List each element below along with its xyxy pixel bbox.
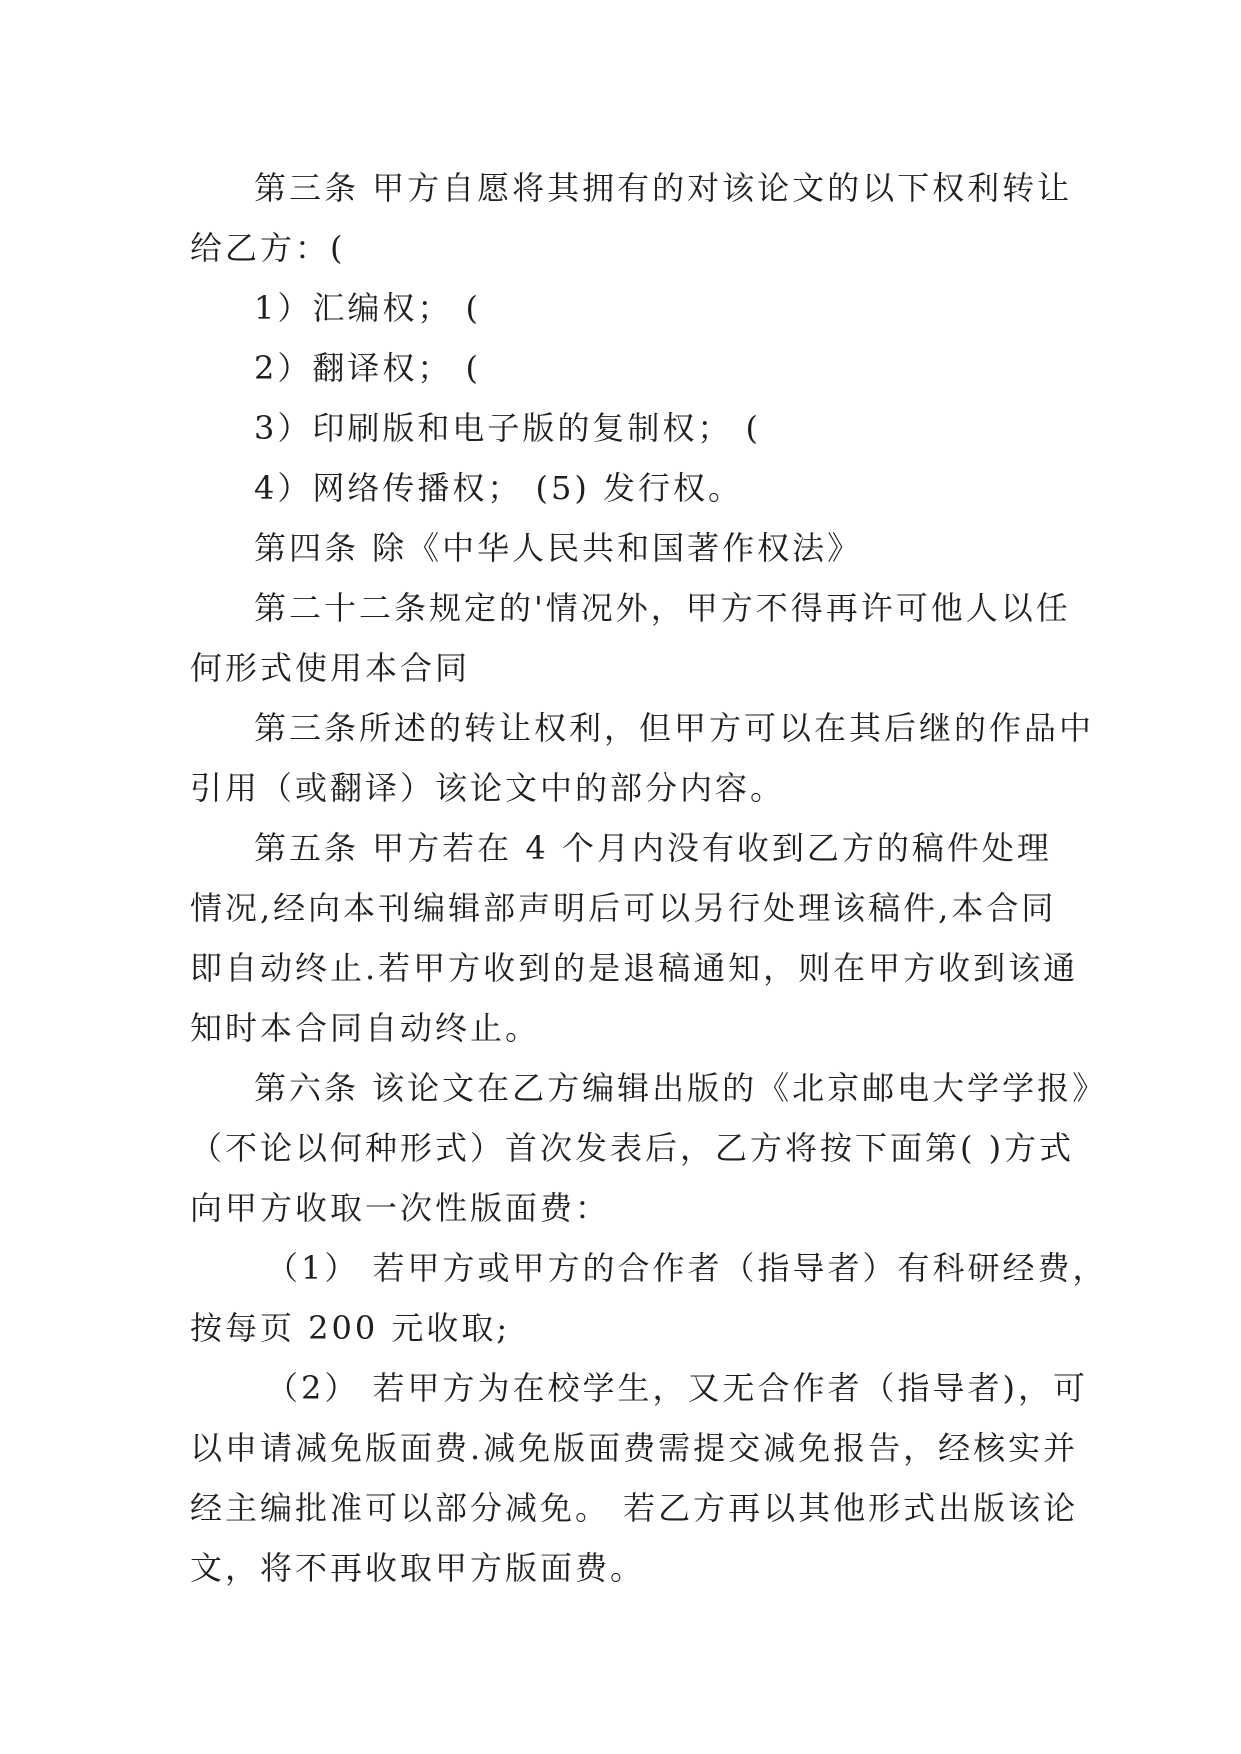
text-line: 经主编批准可以部分减免。 若乙方再以其他形式出版该论	[190, 1489, 1079, 1527]
text-line: 第二十二条规定的'情况外，甲方不得再许可他人以任	[254, 589, 1071, 627]
text-line: （2） 若甲方为在校学生，又无合作者（指导者)，可	[266, 1369, 1089, 1407]
text-line: 3）印刷版和电子版的复制权； (	[254, 409, 762, 447]
text-line: 知时本合同自动终止。	[190, 1009, 541, 1047]
document-body	[190, 158, 1108, 1598]
text-line: 向甲方收取一次性版面费：	[190, 1189, 611, 1227]
text-line: 第四条 除《中华人民共和国著作权法》	[254, 529, 863, 567]
text-line: 给乙方：(	[190, 229, 346, 267]
text-line: 情况,经向本刊编辑部声明后可以另行处理该稿件,本合同	[190, 889, 1057, 927]
text-line: 2）翻译权； (	[254, 349, 482, 387]
text-line: 即自动终止.若甲方收到的是退稿通知，则在甲方收到该通	[190, 949, 1079, 987]
text-line: 文，将不再收取甲方版面费。	[190, 1549, 646, 1587]
text-line: 第三条所述的转让权利，但甲方可以在其后继的作品中	[254, 709, 1095, 747]
text-line: 第三条 甲方自愿将其拥有的对该论文的以下权利转让	[254, 169, 1073, 207]
text-line: （不论以何种形式）首次发表后，乙方将按下面第( )方式	[190, 1129, 1075, 1167]
text-line: 1）汇编权； (	[254, 289, 482, 327]
text-line: 第六条 该论文在乙方编辑出版的《北京邮电大学学报》	[254, 1069, 1108, 1107]
text-line: 按每页 200 元收取;	[190, 1309, 511, 1347]
text-line: 何形式使用本合同	[190, 649, 471, 687]
text-line: 第五条 甲方若在 4 个月内没有收到乙方的稿件处理	[254, 829, 1052, 867]
text-line: 以申请减免版面费.减免版面费需提交减免报告，经核实并	[190, 1429, 1079, 1467]
text-line: （1） 若甲方或甲方的合作者（指导者）有科研经费，	[266, 1249, 1108, 1287]
text-line: 引用（或翻译）该论文中的部分内容。	[190, 769, 786, 807]
text-line: 4）网络传播权； (5) 发行权。	[254, 469, 744, 507]
